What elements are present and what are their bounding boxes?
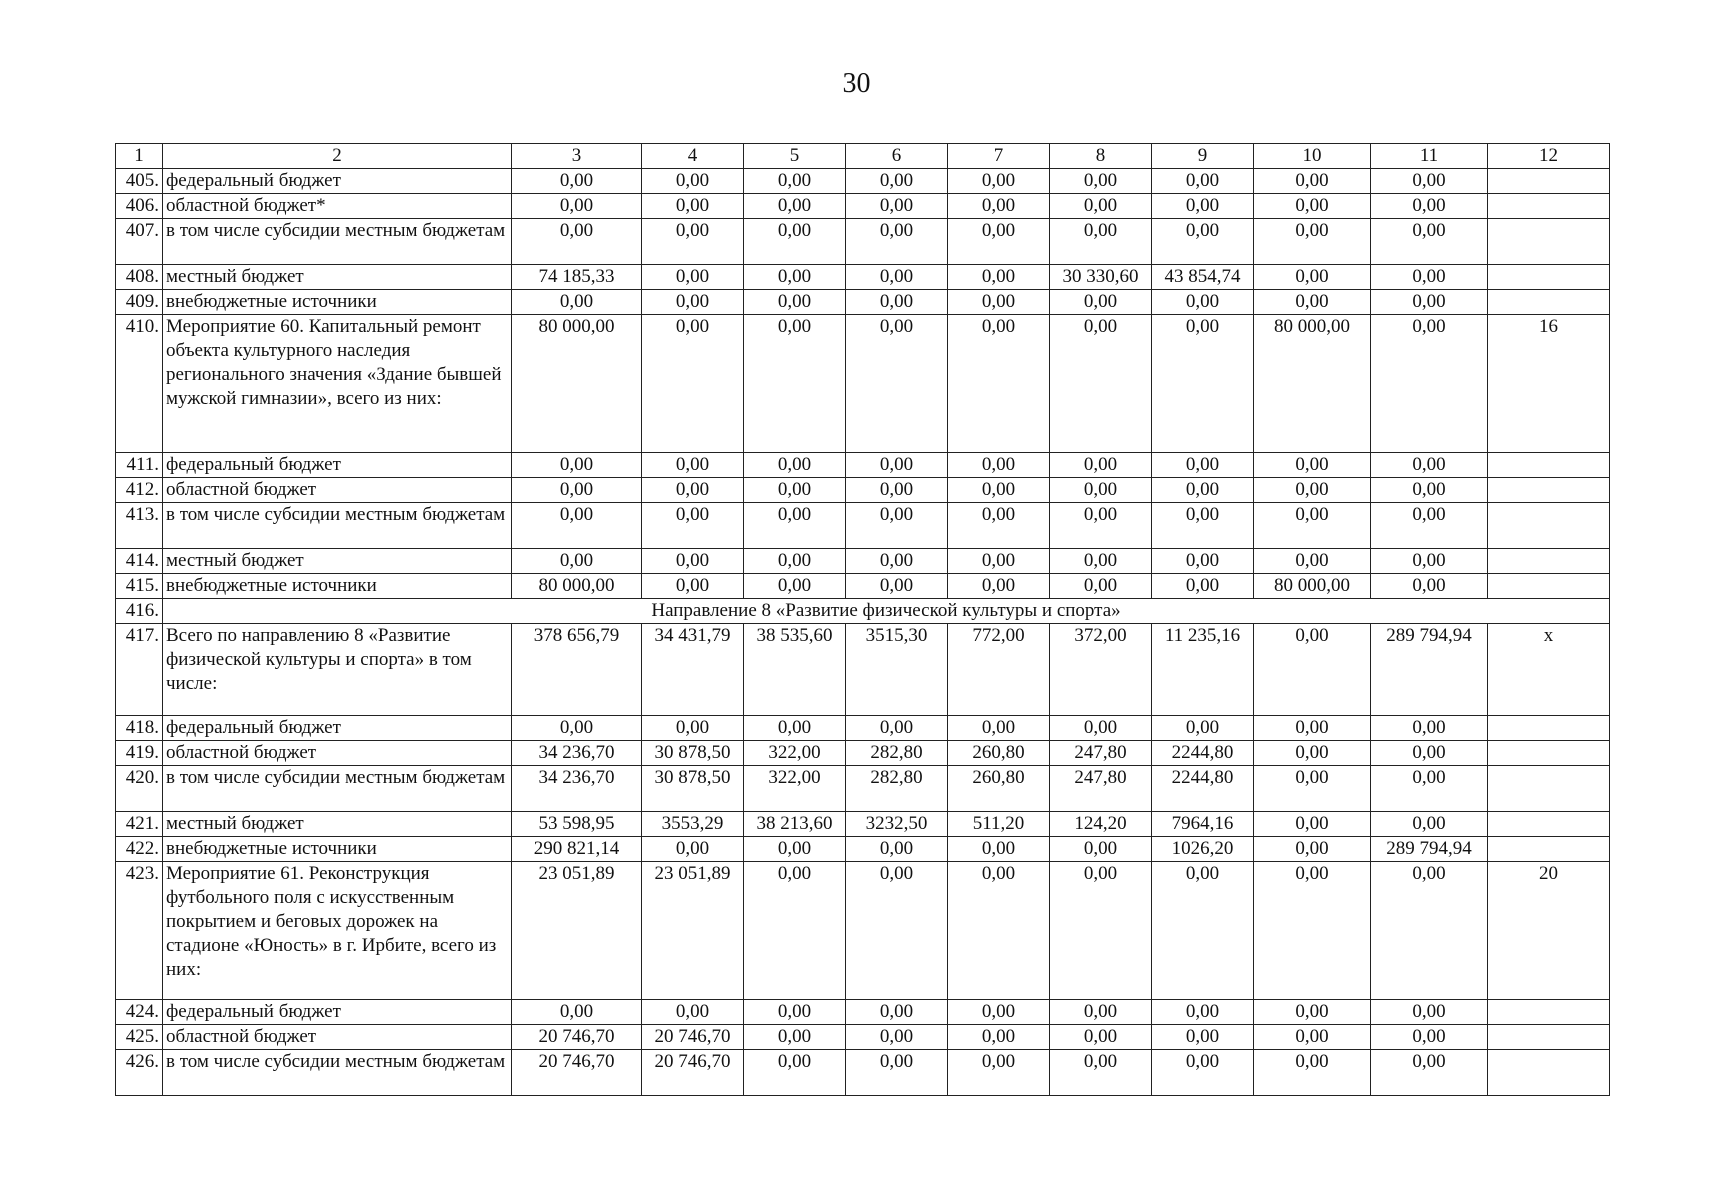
value-cell: 0,00 xyxy=(512,453,642,478)
value-cell: 0,00 xyxy=(948,837,1050,862)
value-cell: 0,00 xyxy=(744,1025,846,1050)
value-cell: 0,00 xyxy=(512,716,642,741)
value-cell: 0,00 xyxy=(744,265,846,290)
value-cell: 0,00 xyxy=(846,716,948,741)
value-cell: 0,00 xyxy=(1254,1000,1371,1025)
value-cell: 0,00 xyxy=(1152,1000,1254,1025)
row-number: 425. xyxy=(116,1025,163,1050)
column-header-row xyxy=(116,144,1610,169)
value-cell: 247,80 xyxy=(1050,741,1152,766)
value-cell: 0,00 xyxy=(1152,574,1254,599)
value-cell: 247,80 xyxy=(1050,766,1152,812)
row-number: 412. xyxy=(116,478,163,503)
value-cell: 0,00 xyxy=(744,549,846,574)
row-number: 423. xyxy=(116,862,163,1000)
value-cell: 0,00 xyxy=(642,194,744,219)
value-cell: 0,00 xyxy=(1050,219,1152,265)
value-cell: 0,00 xyxy=(846,1000,948,1025)
note-cell xyxy=(1488,194,1610,219)
column-header: 11 xyxy=(1371,144,1488,169)
row-number: 413. xyxy=(116,503,163,549)
note-cell xyxy=(1488,549,1610,574)
value-cell: 0,00 xyxy=(1050,837,1152,862)
table-row xyxy=(116,862,1610,1000)
value-cell: 0,00 xyxy=(846,503,948,549)
value-cell: 0,00 xyxy=(744,862,846,1000)
value-cell: 0,00 xyxy=(846,219,948,265)
row-number: 422. xyxy=(116,837,163,862)
value-cell: 0,00 xyxy=(948,1000,1050,1025)
value-cell: 322,00 xyxy=(744,766,846,812)
value-cell: 0,00 xyxy=(1371,549,1488,574)
row-name: внебюджетные источники xyxy=(163,290,512,315)
value-cell: 80 000,00 xyxy=(1254,574,1371,599)
table-row xyxy=(116,453,1610,478)
note-cell: 16 xyxy=(1488,315,1610,453)
value-cell: 0,00 xyxy=(512,290,642,315)
note-cell xyxy=(1488,716,1610,741)
note-cell xyxy=(1488,837,1610,862)
value-cell: 0,00 xyxy=(1371,194,1488,219)
row-name: внебюджетные источники xyxy=(163,837,512,862)
note-cell xyxy=(1488,1025,1610,1050)
value-cell: 0,00 xyxy=(1371,1050,1488,1096)
value-cell: 0,00 xyxy=(1371,1000,1488,1025)
value-cell: 0,00 xyxy=(1050,1025,1152,1050)
value-cell: 0,00 xyxy=(512,503,642,549)
value-cell: 290 821,14 xyxy=(512,837,642,862)
row-name: Всего по направлению 8 «Развитие физической культуры и спорта» в том числе: xyxy=(163,624,512,716)
value-cell: 11 235,16 xyxy=(1152,624,1254,716)
value-cell: 0,00 xyxy=(846,478,948,503)
value-cell: 0,00 xyxy=(948,1050,1050,1096)
value-cell: 0,00 xyxy=(1152,503,1254,549)
row-number: 405. xyxy=(116,169,163,194)
value-cell: 43 854,74 xyxy=(1152,265,1254,290)
value-cell: 0,00 xyxy=(744,219,846,265)
value-cell: 0,00 xyxy=(1152,1050,1254,1096)
table-row xyxy=(116,574,1610,599)
row-name: в том числе субсидии местным бюджетам xyxy=(163,766,512,812)
column-header: 7 xyxy=(948,144,1050,169)
value-cell: 0,00 xyxy=(1371,219,1488,265)
table-row xyxy=(116,716,1610,741)
value-cell: 0,00 xyxy=(948,1025,1050,1050)
table-row xyxy=(116,1025,1610,1050)
value-cell: 0,00 xyxy=(1152,716,1254,741)
value-cell: 34 431,79 xyxy=(642,624,744,716)
value-cell: 0,00 xyxy=(744,194,846,219)
note-cell xyxy=(1488,766,1610,812)
value-cell: 0,00 xyxy=(948,169,1050,194)
value-cell: 0,00 xyxy=(1371,315,1488,453)
row-name: местный бюджет xyxy=(163,812,512,837)
table-row xyxy=(116,812,1610,837)
value-cell: 0,00 xyxy=(642,837,744,862)
value-cell: 0,00 xyxy=(846,1025,948,1050)
value-cell: 0,00 xyxy=(642,549,744,574)
value-cell: 0,00 xyxy=(948,219,1050,265)
column-header: 8 xyxy=(1050,144,1152,169)
row-number: 420. xyxy=(116,766,163,812)
row-name: Мероприятие 61. Реконструкция футбольного поля с искусственным покрытием и беговых дорожек на стадионе «Юность» в г. Ирбите, всего из них: xyxy=(163,862,512,1000)
row-name: областной бюджет xyxy=(163,1025,512,1050)
value-cell: 0,00 xyxy=(1152,290,1254,315)
value-cell: 0,00 xyxy=(642,265,744,290)
value-cell: 0,00 xyxy=(846,453,948,478)
value-cell: 0,00 xyxy=(1050,716,1152,741)
row-number: 426. xyxy=(116,1050,163,1096)
table-row xyxy=(116,1050,1610,1096)
value-cell: 0,00 xyxy=(1254,812,1371,837)
value-cell: 2244,80 xyxy=(1152,741,1254,766)
value-cell: 0,00 xyxy=(1371,290,1488,315)
row-number: 418. xyxy=(116,716,163,741)
table-row xyxy=(116,837,1610,862)
row-number: 409. xyxy=(116,290,163,315)
row-name: местный бюджет xyxy=(163,265,512,290)
value-cell: 0,00 xyxy=(642,290,744,315)
value-cell: 0,00 xyxy=(846,169,948,194)
value-cell: 0,00 xyxy=(948,453,1050,478)
row-number: 408. xyxy=(116,265,163,290)
value-cell: 20 746,70 xyxy=(512,1050,642,1096)
value-cell: 20 746,70 xyxy=(512,1025,642,1050)
value-cell: 38 213,60 xyxy=(744,812,846,837)
value-cell: 0,00 xyxy=(948,716,1050,741)
row-number: 419. xyxy=(116,741,163,766)
column-header: 6 xyxy=(846,144,948,169)
row-number: 414. xyxy=(116,549,163,574)
value-cell: 0,00 xyxy=(1152,315,1254,453)
row-number: 417. xyxy=(116,624,163,716)
column-header: 5 xyxy=(744,144,846,169)
table-row xyxy=(116,315,1610,453)
table-row xyxy=(116,503,1610,549)
value-cell: 0,00 xyxy=(1050,194,1152,219)
value-cell: 0,00 xyxy=(1371,478,1488,503)
value-cell: 0,00 xyxy=(1254,766,1371,812)
value-cell: 0,00 xyxy=(846,290,948,315)
value-cell: 0,00 xyxy=(744,169,846,194)
row-number: 407. xyxy=(116,219,163,265)
table-row xyxy=(116,169,1610,194)
section-heading: Направление 8 «Развитие физической культуры и спорта» xyxy=(163,599,1610,624)
value-cell: 0,00 xyxy=(846,574,948,599)
value-cell: 0,00 xyxy=(1371,453,1488,478)
note-cell xyxy=(1488,290,1610,315)
note-cell xyxy=(1488,1050,1610,1096)
table-row xyxy=(116,599,1610,624)
value-cell: 1026,20 xyxy=(1152,837,1254,862)
value-cell: 0,00 xyxy=(1254,837,1371,862)
value-cell: 0,00 xyxy=(1152,478,1254,503)
table-row xyxy=(116,741,1610,766)
value-cell: 0,00 xyxy=(846,315,948,453)
value-cell: 0,00 xyxy=(1371,1025,1488,1050)
note-cell xyxy=(1488,1000,1610,1025)
value-cell: 0,00 xyxy=(846,265,948,290)
value-cell: 0,00 xyxy=(846,862,948,1000)
value-cell: 0,00 xyxy=(1254,194,1371,219)
value-cell: 0,00 xyxy=(1050,574,1152,599)
row-number: 424. xyxy=(116,1000,163,1025)
table-body xyxy=(116,169,1610,1096)
row-number: 415. xyxy=(116,574,163,599)
value-cell: 282,80 xyxy=(846,741,948,766)
row-number: 411. xyxy=(116,453,163,478)
value-cell: 0,00 xyxy=(512,549,642,574)
value-cell: 53 598,95 xyxy=(512,812,642,837)
value-cell: 0,00 xyxy=(846,837,948,862)
value-cell: 372,00 xyxy=(1050,624,1152,716)
value-cell: 30 330,60 xyxy=(1050,265,1152,290)
value-cell: 38 535,60 xyxy=(744,624,846,716)
value-cell: 378 656,79 xyxy=(512,624,642,716)
value-cell: 0,00 xyxy=(1050,290,1152,315)
value-cell: 0,00 xyxy=(1254,169,1371,194)
note-cell xyxy=(1488,169,1610,194)
column-header: 12 xyxy=(1488,144,1610,169)
value-cell: 0,00 xyxy=(744,716,846,741)
value-cell: 0,00 xyxy=(948,574,1050,599)
value-cell: 3515,30 xyxy=(846,624,948,716)
note-cell xyxy=(1488,453,1610,478)
row-name: местный бюджет xyxy=(163,549,512,574)
value-cell: 0,00 xyxy=(512,1000,642,1025)
value-cell: 0,00 xyxy=(1371,169,1488,194)
table-row xyxy=(116,219,1610,265)
value-cell: 0,00 xyxy=(1371,265,1488,290)
value-cell: 20 746,70 xyxy=(642,1025,744,1050)
value-cell: 0,00 xyxy=(1152,219,1254,265)
value-cell: 23 051,89 xyxy=(512,862,642,1000)
note-cell xyxy=(1488,574,1610,599)
value-cell: 289 794,94 xyxy=(1371,624,1488,716)
row-name: в том числе субсидии местным бюджетам xyxy=(163,219,512,265)
note-cell xyxy=(1488,741,1610,766)
value-cell: 0,00 xyxy=(1152,453,1254,478)
value-cell: 0,00 xyxy=(1371,503,1488,549)
value-cell: 0,00 xyxy=(1371,862,1488,1000)
note-cell: х xyxy=(1488,624,1610,716)
value-cell: 2244,80 xyxy=(1152,766,1254,812)
value-cell: 0,00 xyxy=(512,194,642,219)
row-name: Мероприятие 60. Капитальный ремонт объекта культурного наследия регионального значения «Здание бывшей мужской гимназии», всего из них: xyxy=(163,315,512,453)
value-cell: 0,00 xyxy=(948,194,1050,219)
value-cell: 0,00 xyxy=(1254,219,1371,265)
value-cell: 0,00 xyxy=(1050,315,1152,453)
value-cell: 0,00 xyxy=(846,549,948,574)
value-cell: 80 000,00 xyxy=(512,574,642,599)
value-cell: 0,00 xyxy=(642,716,744,741)
column-header: 10 xyxy=(1254,144,1371,169)
value-cell: 0,00 xyxy=(744,290,846,315)
value-cell: 0,00 xyxy=(948,315,1050,453)
table-row xyxy=(116,290,1610,315)
table-row xyxy=(116,549,1610,574)
value-cell: 0,00 xyxy=(948,549,1050,574)
value-cell: 0,00 xyxy=(1254,624,1371,716)
value-cell: 0,00 xyxy=(1254,716,1371,741)
table-row xyxy=(116,265,1610,290)
note-cell: 20 xyxy=(1488,862,1610,1000)
row-name: федеральный бюджет xyxy=(163,716,512,741)
value-cell: 30 878,50 xyxy=(642,766,744,812)
value-cell: 0,00 xyxy=(1371,716,1488,741)
value-cell: 0,00 xyxy=(1050,478,1152,503)
value-cell: 0,00 xyxy=(948,265,1050,290)
value-cell: 260,80 xyxy=(948,766,1050,812)
value-cell: 0,00 xyxy=(744,478,846,503)
value-cell: 0,00 xyxy=(1050,1050,1152,1096)
value-cell: 0,00 xyxy=(642,219,744,265)
value-cell: 0,00 xyxy=(1254,478,1371,503)
row-name: областной бюджет xyxy=(163,478,512,503)
table-row xyxy=(116,194,1610,219)
value-cell: 3232,50 xyxy=(846,812,948,837)
note-cell xyxy=(1488,478,1610,503)
value-cell: 0,00 xyxy=(744,315,846,453)
value-cell: 0,00 xyxy=(1254,290,1371,315)
value-cell: 0,00 xyxy=(642,315,744,453)
value-cell: 0,00 xyxy=(1254,453,1371,478)
page-number: 30 xyxy=(842,68,871,99)
value-cell: 0,00 xyxy=(1371,766,1488,812)
row-name: областной бюджет xyxy=(163,741,512,766)
value-cell: 0,00 xyxy=(1152,549,1254,574)
row-name: федеральный бюджет xyxy=(163,169,512,194)
value-cell: 80 000,00 xyxy=(512,315,642,453)
row-name: внебюджетные источники xyxy=(163,574,512,599)
value-cell: 0,00 xyxy=(1050,1000,1152,1025)
value-cell: 0,00 xyxy=(642,503,744,549)
value-cell: 289 794,94 xyxy=(1371,837,1488,862)
value-cell: 0,00 xyxy=(1254,741,1371,766)
row-number: 421. xyxy=(116,812,163,837)
note-cell xyxy=(1488,265,1610,290)
column-header: 2 xyxy=(163,144,512,169)
value-cell: 124,20 xyxy=(1050,812,1152,837)
table-row xyxy=(116,766,1610,812)
value-cell: 0,00 xyxy=(512,219,642,265)
value-cell: 0,00 xyxy=(1050,862,1152,1000)
value-cell: 0,00 xyxy=(948,478,1050,503)
row-number: 416. xyxy=(116,599,163,624)
note-cell xyxy=(1488,503,1610,549)
row-name: федеральный бюджет xyxy=(163,453,512,478)
value-cell: 0,00 xyxy=(1254,265,1371,290)
value-cell: 34 236,70 xyxy=(512,766,642,812)
value-cell: 0,00 xyxy=(1254,549,1371,574)
value-cell: 0,00 xyxy=(1152,1025,1254,1050)
row-name: областной бюджет* xyxy=(163,194,512,219)
table-row xyxy=(116,478,1610,503)
value-cell: 282,80 xyxy=(846,766,948,812)
value-cell: 0,00 xyxy=(1152,862,1254,1000)
row-number: 406. xyxy=(116,194,163,219)
row-number: 410. xyxy=(116,315,163,453)
value-cell: 0,00 xyxy=(1371,574,1488,599)
value-cell: 0,00 xyxy=(948,290,1050,315)
value-cell: 0,00 xyxy=(642,1000,744,1025)
table-row xyxy=(116,624,1610,716)
column-header: 4 xyxy=(642,144,744,169)
value-cell: 0,00 xyxy=(1050,549,1152,574)
value-cell: 0,00 xyxy=(744,1000,846,1025)
column-header: 1 xyxy=(116,144,163,169)
value-cell: 0,00 xyxy=(1254,1050,1371,1096)
value-cell: 0,00 xyxy=(1371,812,1488,837)
value-cell: 0,00 xyxy=(1050,169,1152,194)
value-cell: 0,00 xyxy=(846,1050,948,1096)
note-cell xyxy=(1488,812,1610,837)
value-cell: 0,00 xyxy=(642,478,744,503)
value-cell: 80 000,00 xyxy=(1254,315,1371,453)
value-cell: 0,00 xyxy=(1152,169,1254,194)
note-cell xyxy=(1488,219,1610,265)
value-cell: 0,00 xyxy=(744,503,846,549)
value-cell: 0,00 xyxy=(744,837,846,862)
value-cell: 34 236,70 xyxy=(512,741,642,766)
value-cell: 0,00 xyxy=(744,574,846,599)
value-cell: 74 185,33 xyxy=(512,265,642,290)
value-cell: 0,00 xyxy=(1371,741,1488,766)
value-cell: 772,00 xyxy=(948,624,1050,716)
row-name: в том числе субсидии местным бюджетам xyxy=(163,503,512,549)
value-cell: 0,00 xyxy=(642,453,744,478)
value-cell: 0,00 xyxy=(642,169,744,194)
value-cell: 7964,16 xyxy=(1152,812,1254,837)
value-cell: 0,00 xyxy=(642,574,744,599)
value-cell: 0,00 xyxy=(948,862,1050,1000)
value-cell: 0,00 xyxy=(1050,503,1152,549)
value-cell: 511,20 xyxy=(948,812,1050,837)
value-cell: 0,00 xyxy=(512,169,642,194)
value-cell: 0,00 xyxy=(1152,194,1254,219)
value-cell: 0,00 xyxy=(744,1050,846,1096)
column-header: 9 xyxy=(1152,144,1254,169)
value-cell: 0,00 xyxy=(744,453,846,478)
budget-table xyxy=(115,143,1610,1096)
row-name: в том числе субсидии местным бюджетам xyxy=(163,1050,512,1096)
column-header: 3 xyxy=(512,144,642,169)
value-cell: 0,00 xyxy=(1254,503,1371,549)
value-cell: 3553,29 xyxy=(642,812,744,837)
row-name: федеральный бюджет xyxy=(163,1000,512,1025)
value-cell: 0,00 xyxy=(1254,862,1371,1000)
value-cell: 0,00 xyxy=(846,194,948,219)
value-cell: 0,00 xyxy=(1050,453,1152,478)
value-cell: 260,80 xyxy=(948,741,1050,766)
value-cell: 322,00 xyxy=(744,741,846,766)
value-cell: 23 051,89 xyxy=(642,862,744,1000)
value-cell: 20 746,70 xyxy=(642,1050,744,1096)
value-cell: 0,00 xyxy=(512,478,642,503)
value-cell: 0,00 xyxy=(948,503,1050,549)
value-cell: 0,00 xyxy=(1254,1025,1371,1050)
table-row xyxy=(116,1000,1610,1025)
value-cell: 30 878,50 xyxy=(642,741,744,766)
